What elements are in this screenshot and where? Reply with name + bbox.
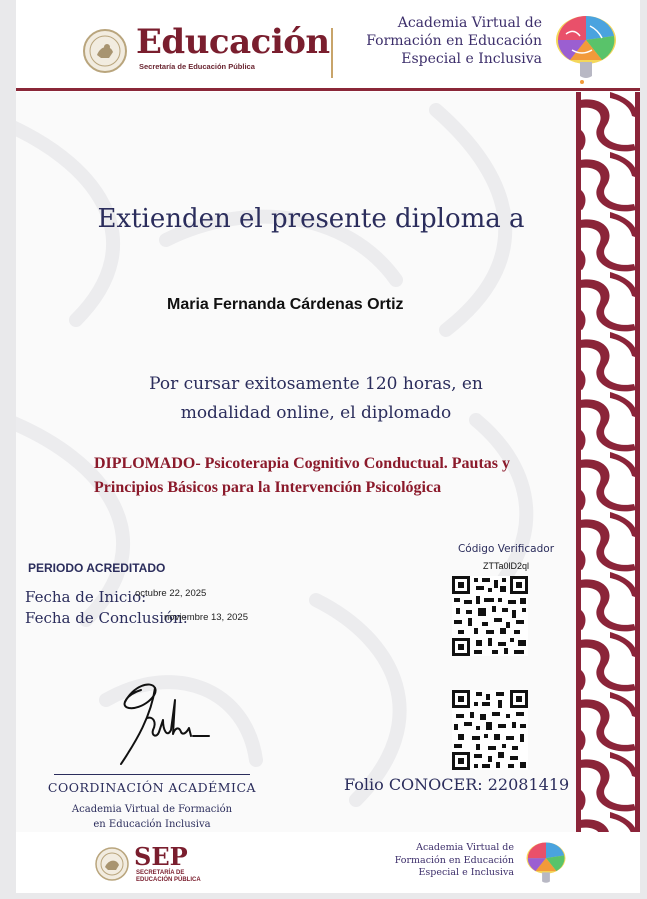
course-intro bbox=[16, 370, 616, 428]
sep-seal-icon bbox=[94, 846, 130, 882]
signature-org-line: Academia Virtual de Formación bbox=[71, 804, 233, 815]
decorative-stripe bbox=[576, 92, 640, 832]
footer bbox=[16, 832, 640, 893]
signature bbox=[111, 676, 221, 768]
signature-line bbox=[54, 774, 250, 775]
sep-logo-title: SEP bbox=[134, 842, 188, 871]
verification-code: ZTTa0lD2ql bbox=[482, 561, 529, 571]
signature-organization bbox=[16, 802, 288, 832]
end-date-label: Fecha de Conclusión: bbox=[25, 609, 188, 627]
course-title-line: DIPLOMADO- Psicoterapia Cognitivo Conductual. Pautas y bbox=[94, 455, 510, 472]
logo-title: Educación bbox=[136, 22, 330, 62]
mexico-seal-icon bbox=[82, 28, 128, 74]
signature-org-line: en Educación Inclusiva bbox=[93, 819, 211, 830]
course-title-line: Principios Básicos para la Intervención Psicológica bbox=[94, 479, 442, 496]
signature-role: COORDINACIÓN ACADÉMICA bbox=[47, 780, 257, 795]
stripe-pattern-icon bbox=[576, 92, 640, 832]
sep-subtitle-line: EDUCACIÓN PÚBLICA bbox=[136, 877, 201, 883]
folio-qr-icon bbox=[452, 690, 528, 770]
footer-academy-line: Formación en Educación bbox=[394, 854, 514, 866]
header-divider bbox=[331, 28, 333, 78]
course-intro-line: modalidad online, el diplomado bbox=[180, 403, 452, 423]
verification-label: Código Verificador bbox=[457, 543, 555, 555]
academy-line: Especial e Inclusiva bbox=[401, 51, 542, 67]
academy-line: Formación en Educación bbox=[366, 33, 542, 49]
verification-qr-icon bbox=[452, 576, 528, 656]
recipient-name: Maria Fernanda Cárdenas Ortiz bbox=[167, 296, 404, 313]
diploma-heading: Extienden el presente diploma a bbox=[97, 204, 525, 234]
footer-academy-line: Especial e Inclusiva bbox=[418, 867, 514, 878]
footer-academy-line: Academia Virtual de bbox=[416, 842, 514, 853]
brain-logo-icon bbox=[546, 6, 626, 86]
header bbox=[16, 0, 640, 92]
logo-subtitle: Secretaría de Educación Pública bbox=[139, 62, 255, 71]
diploma-sheet bbox=[16, 0, 640, 893]
header-rule bbox=[16, 88, 640, 91]
period-heading: PERIODO ACREDITADO bbox=[28, 561, 166, 575]
start-date-label: Fecha de Inicio: bbox=[25, 588, 147, 606]
course-intro-line: Por cursar exitosamente 120 horas, en bbox=[149, 374, 483, 394]
folio-number: Folio CONOCER: 22081419 bbox=[344, 775, 570, 794]
start-date-value: octubre 22, 2025 bbox=[135, 588, 207, 599]
footer-brain-logo-icon bbox=[520, 836, 572, 888]
sep-subtitle-line: SECRETARÍA DE bbox=[136, 870, 185, 876]
course-title bbox=[94, 452, 564, 500]
academy-line: Academia Virtual de bbox=[397, 15, 542, 31]
academy-name bbox=[342, 14, 542, 68]
end-date-value: noviembre 13, 2025 bbox=[164, 612, 248, 623]
footer-academy-name bbox=[384, 842, 514, 880]
sep-logo-subtitle bbox=[136, 870, 201, 884]
